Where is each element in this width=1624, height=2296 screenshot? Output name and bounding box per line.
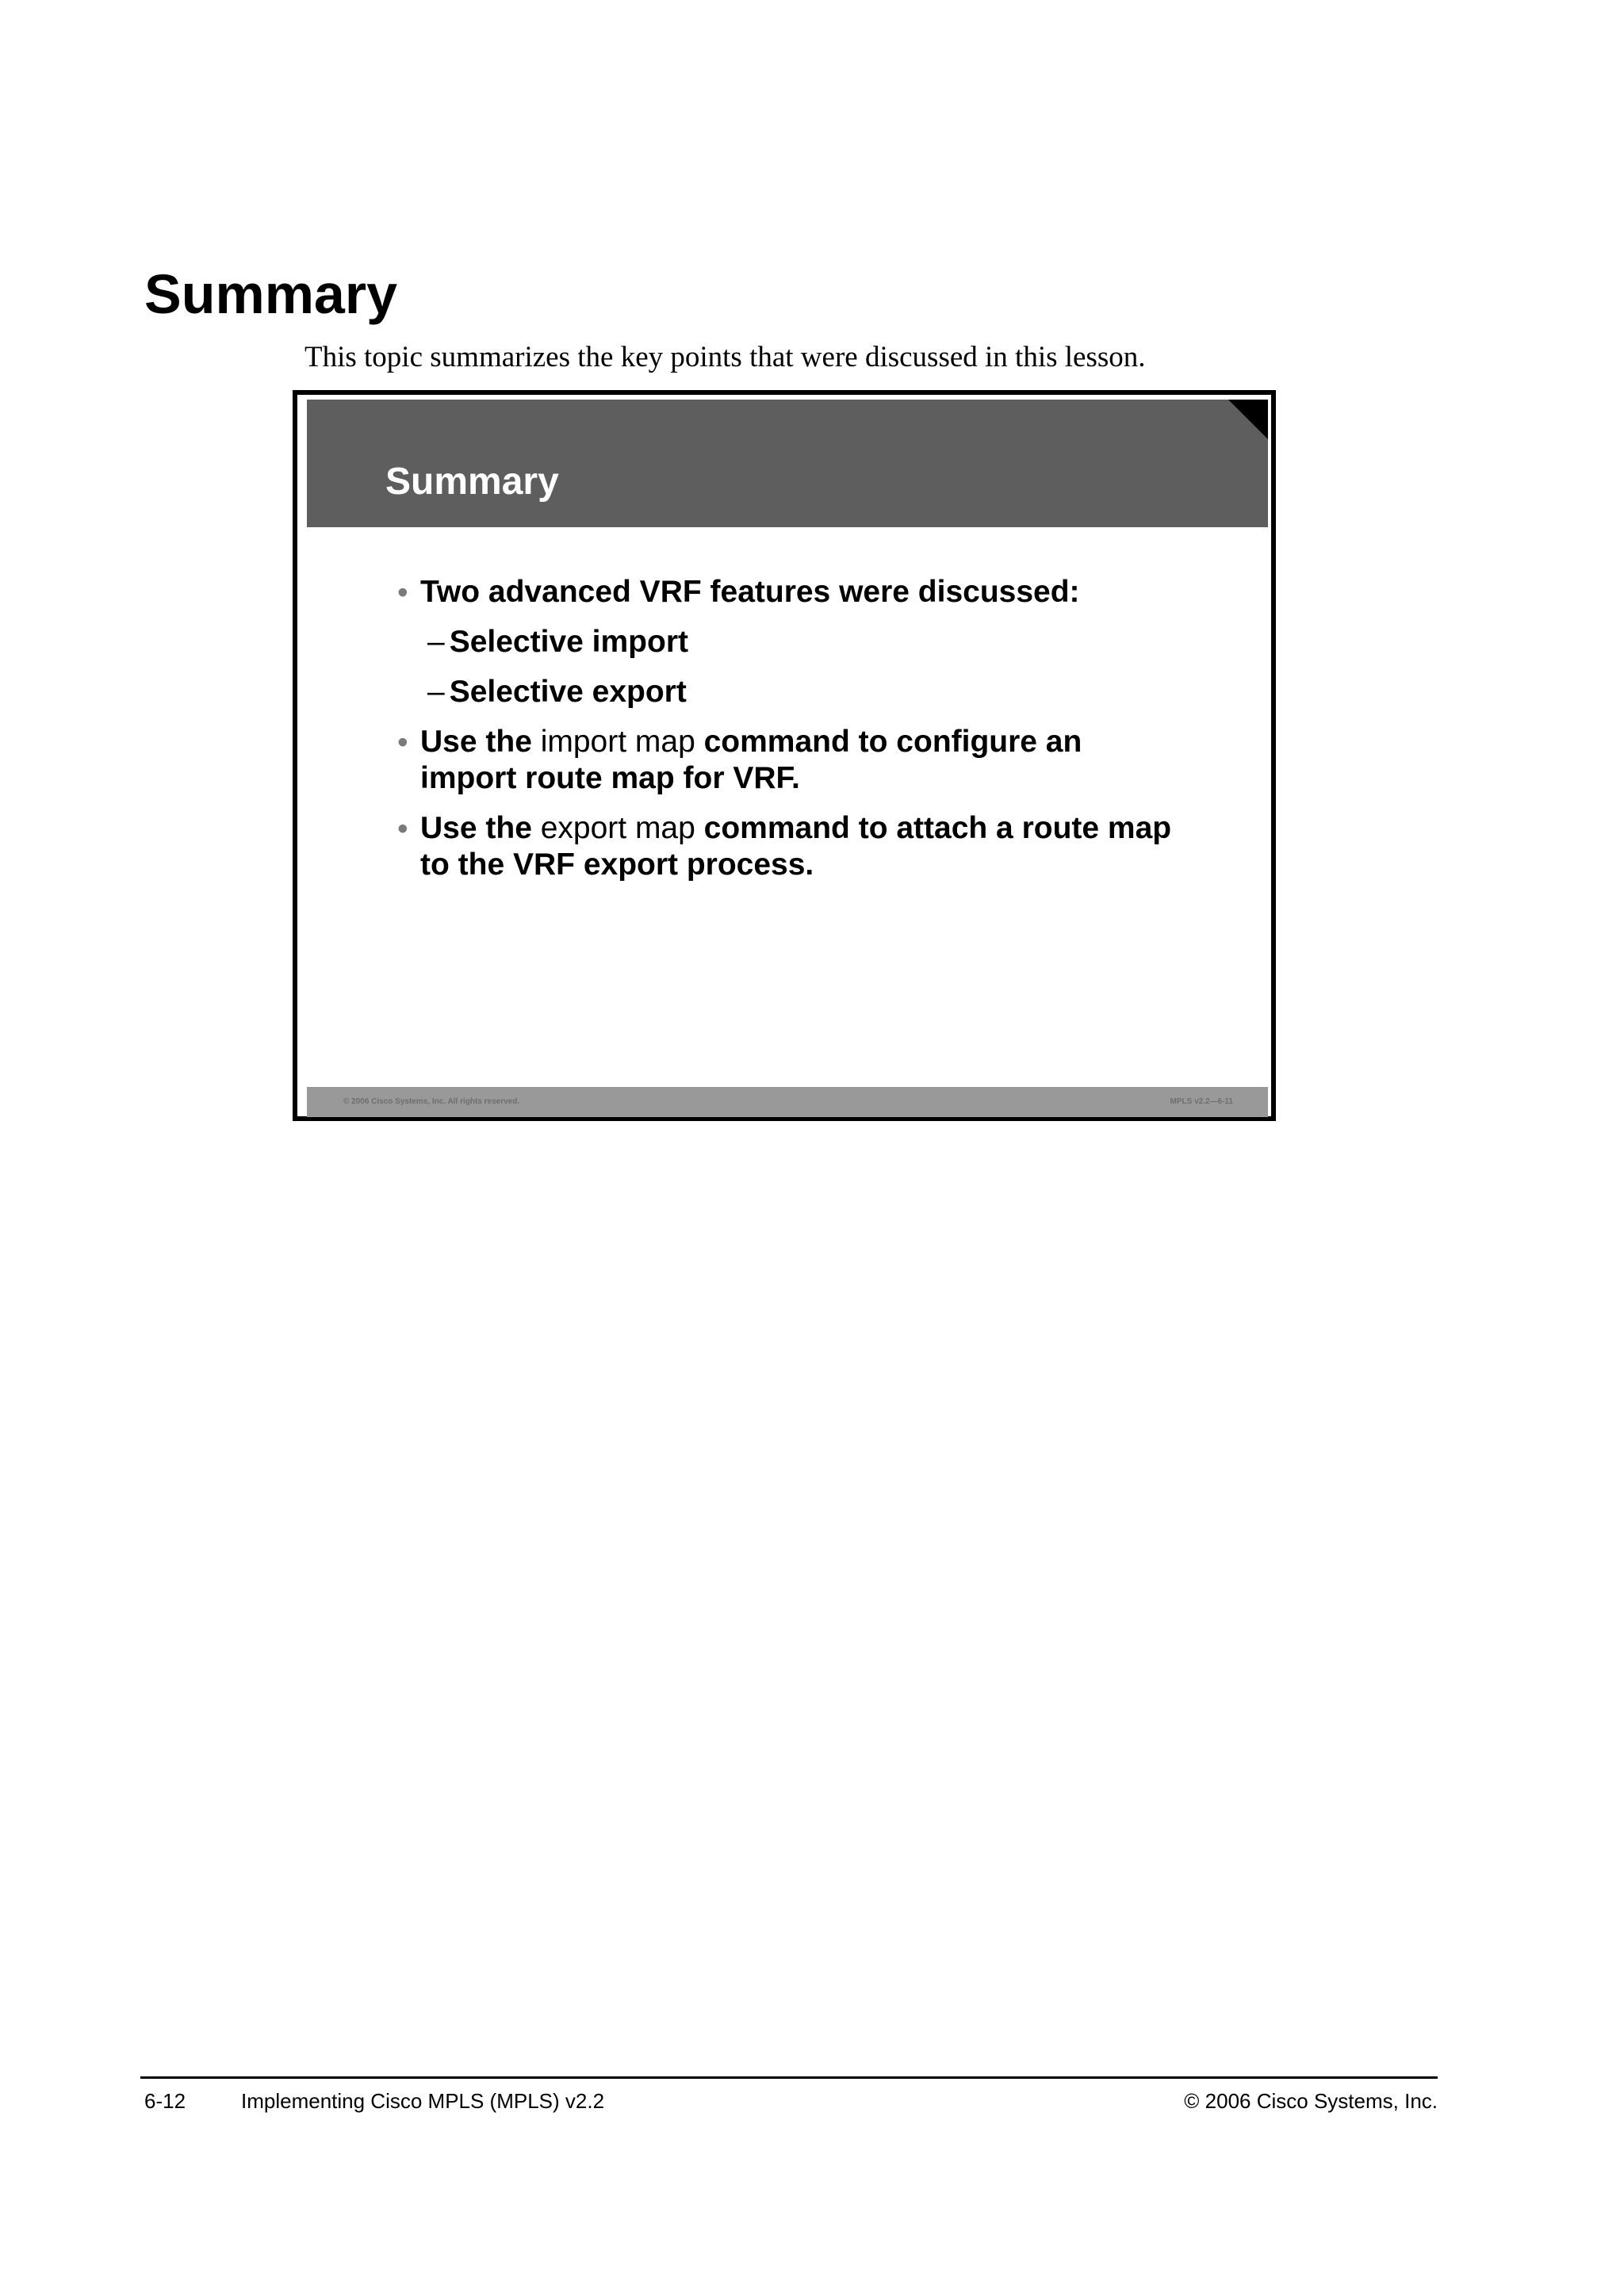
bullet-import-map xyxy=(420,724,1082,760)
page-number: 6-12 xyxy=(144,2089,186,2113)
command-import-map: import map xyxy=(540,725,695,759)
course-title: Implementing Cisco MPLS (MPLS) v2.2 xyxy=(241,2089,605,2113)
bullet-vrf-features: Two advanced VRF features were discussed: xyxy=(420,575,1080,609)
dash-icon: – xyxy=(427,675,445,709)
bullet-icon: • xyxy=(397,812,408,846)
bullet-text: command to attach a route map xyxy=(695,811,1172,845)
summary-slide xyxy=(293,390,1276,1121)
bullet-text: Use the xyxy=(420,811,541,845)
slide-number: MPLS v2.2—6-11 xyxy=(1170,1097,1233,1106)
footer-divider xyxy=(140,2076,1438,2079)
bullet-import-map-line2: import route map for VRF. xyxy=(420,761,800,795)
sub-bullet-label: Selective import xyxy=(449,625,688,659)
bullet-text: Use the xyxy=(420,725,541,759)
dash-icon: – xyxy=(427,625,445,659)
slide-footer-bar xyxy=(307,1087,1268,1117)
bullet-icon: • xyxy=(397,576,408,610)
page-title: Summary xyxy=(144,263,398,325)
bullet-export-map xyxy=(420,810,1171,847)
slide-copyright: © 2006 Cisco Systems, Inc. All rights reserved. xyxy=(343,1097,520,1106)
footer-copyright: © 2006 Cisco Systems, Inc. xyxy=(1184,2089,1438,2113)
sub-bullet-selective-import xyxy=(427,624,688,660)
bullet-export-map-line2: to the VRF export process. xyxy=(420,848,814,882)
intro-paragraph: This topic summarizes the key points that were discussed in this lesson. xyxy=(304,341,1146,373)
bullet-icon: • xyxy=(397,725,408,760)
sub-bullet-label: Selective export xyxy=(449,675,687,709)
command-export-map: export map xyxy=(540,811,695,845)
bullet-text: command to configure an xyxy=(695,725,1082,759)
slide-title: Summary xyxy=(385,461,559,503)
sub-bullet-selective-export xyxy=(427,674,687,710)
slide-body xyxy=(297,395,1271,1116)
